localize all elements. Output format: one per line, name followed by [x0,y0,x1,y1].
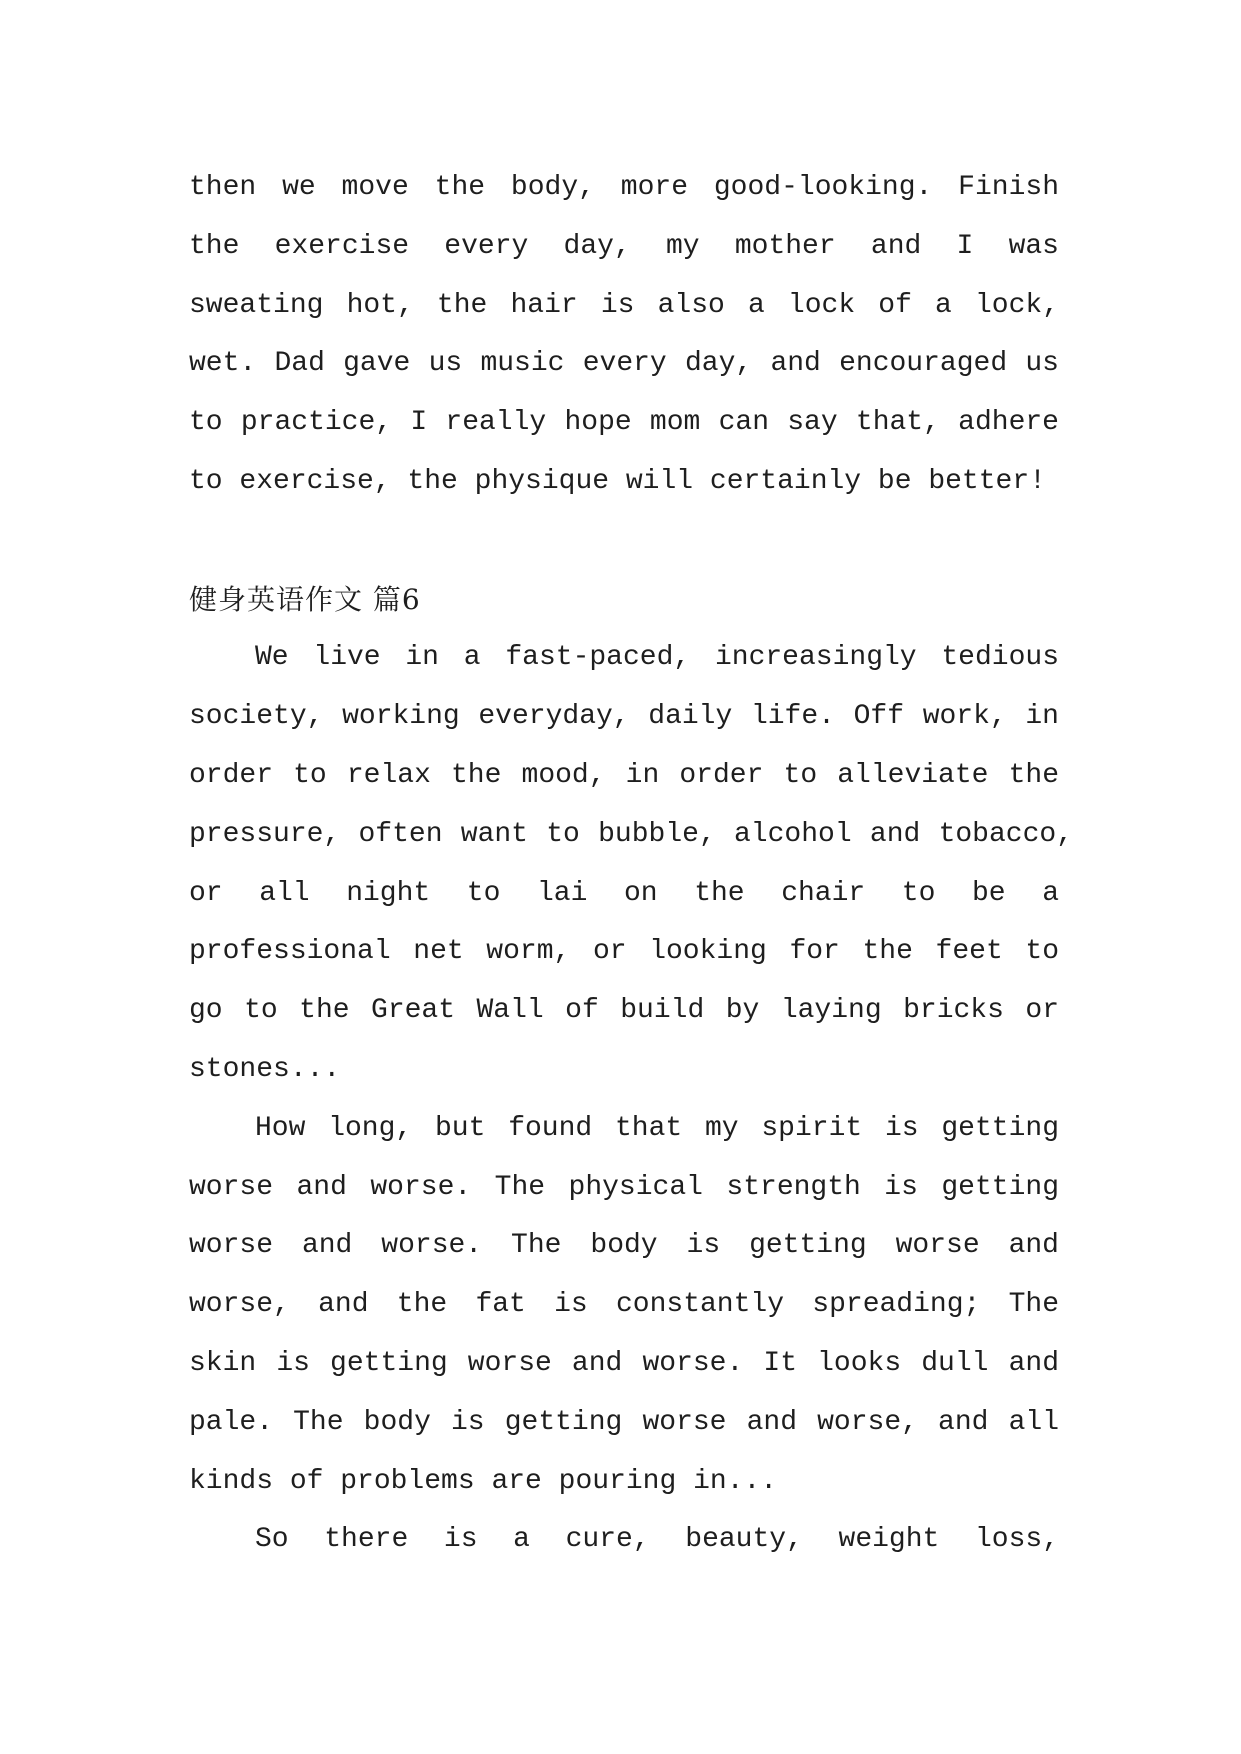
text-line: to practice, I really hope mom can say that, adhere [189,407,1059,439]
text-line: How long, but found that my spirit is getting [255,1112,1059,1144]
text-line: So there is a cure, beauty, weight loss, [255,1524,1059,1556]
text-line: the exercise every day, my mother and I was [189,230,1059,262]
text-line: order to relax the mood, in order to alleviate the [189,759,1059,791]
text-line: pale. The body is getting worse and worse, and all [189,1406,1059,1438]
document-body [189,159,1073,1570]
text-line: or all night to lai on the chair to be a [189,877,1059,909]
text-line: skin is getting worse and worse. It looks dull and [189,1347,1059,1379]
text-line: go to the Great Wall of build by laying bricks or [189,995,1059,1027]
paragraph [189,159,1059,512]
text-line: worse and worse. The physical strength is getting [189,1171,1059,1203]
text-line: to exercise, the physique will certainly be better! [189,465,1046,497]
text-line: wet. Dad gave us music every day, and encouraged us [189,348,1059,380]
text-line: professional net worm, or looking for the feet to [189,936,1059,968]
text-line: sweating hot, the hair is also a lock of a lock, [189,289,1059,321]
text-line: kinds of problems are pouring in... [189,1465,778,1497]
section-heading: 健身英语作文 篇6 [189,582,421,616]
blank-line [189,512,1059,571]
paragraph [189,629,1073,1099]
text-line: pressure, often want to bubble, alcohol and tobacco, [189,818,1073,850]
text-line: We live in a fast-paced, increasingly tedious [255,642,1059,674]
text-line: stones... [189,1053,341,1085]
text-line: worse, and the fat is constantly spreading; The [189,1289,1059,1321]
text-line: then we move the body, more good-looking. Finish [189,172,1059,203]
text-line: society, working everyday, daily life. Off work, in [189,701,1059,733]
paragraph [189,1100,1059,1512]
text-line: worse and worse. The body is getting worse and [189,1230,1059,1262]
paragraph [189,1511,1059,1570]
